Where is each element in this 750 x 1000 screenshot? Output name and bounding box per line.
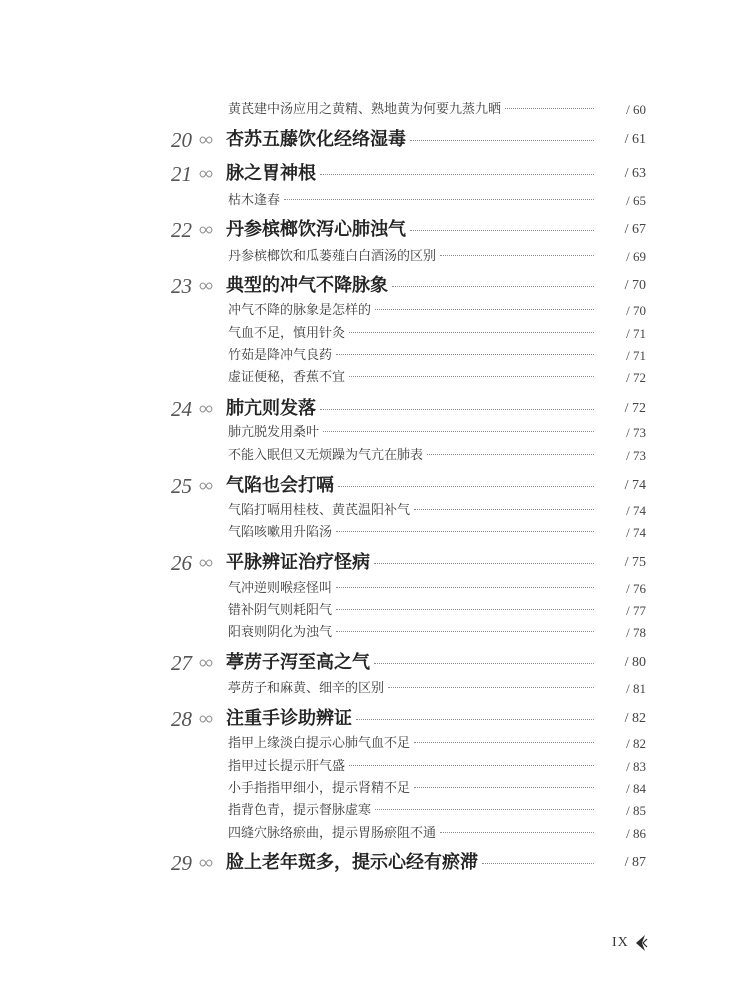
- toc-chapter-entry[interactable]: [0, 474, 750, 498]
- page-reference: / 72: [626, 370, 646, 385]
- page-reference: / 86: [626, 826, 646, 841]
- toc-section-entry[interactable]: [0, 799, 750, 823]
- page-number: IX: [612, 935, 629, 950]
- leader-dots: [336, 587, 594, 588]
- leader-dots: [414, 787, 594, 788]
- page-footer: [612, 932, 648, 954]
- toc-section-entry[interactable]: [0, 755, 750, 779]
- section-title: 葶苈子和麻黄、细辛的区别: [228, 681, 385, 696]
- chapter-number: 25: [171, 474, 192, 498]
- chapter-title: 葶苈子泻至高之气: [226, 652, 370, 673]
- section-title: 阳衰则阴化为浊气: [228, 625, 333, 640]
- page-reference: / 61: [624, 132, 646, 147]
- chapter-number: 20: [171, 128, 192, 152]
- page-reference: / 65: [626, 193, 646, 208]
- page-reference: / 60: [626, 102, 646, 117]
- chapter-number: 28: [171, 707, 192, 731]
- leader-dots: [338, 486, 594, 487]
- page-reference: / 74: [624, 478, 646, 493]
- page-reference: / 75: [624, 555, 646, 570]
- section-title: 指背色青，提示督脉虚寒: [228, 803, 372, 818]
- section-title: 指甲上缘淡白提示心肺气血不足: [228, 736, 411, 751]
- section-title: 气陷打嗝用桂枝、黄芪温阳补气: [228, 503, 411, 518]
- page-reference: / 78: [626, 625, 646, 640]
- chapter-title: 杏苏五藤饮化经络湿毒: [226, 129, 406, 150]
- chapter-number: 27: [171, 651, 192, 675]
- leader-dots: [349, 376, 594, 377]
- toc-section-entry[interactable]: [0, 344, 750, 368]
- page-reference: / 73: [626, 425, 646, 440]
- toc-section-entry[interactable]: [0, 599, 750, 623]
- toc-chapter-entry[interactable]: [0, 274, 750, 298]
- page-reference: / 76: [626, 581, 646, 596]
- leader-dots: [320, 409, 594, 410]
- toc-section-entry[interactable]: [0, 777, 750, 801]
- page-reference: / 70: [624, 278, 646, 293]
- toc-section-entry[interactable]: [0, 421, 750, 445]
- section-title: 不能入眠但又无烦躁为气亢在肺表: [228, 448, 424, 463]
- section-title: 枯木逢春: [228, 193, 281, 208]
- section-title: 指甲过长提示肝气盛: [228, 759, 346, 774]
- leader-dots: [410, 230, 594, 231]
- double-leaf-ornament-icon: [199, 403, 213, 415]
- double-leaf-ornament-icon: [199, 657, 213, 669]
- leader-dots: [410, 140, 594, 141]
- toc-section-entry[interactable]: [0, 499, 750, 523]
- section-title: 肺亢脱发用桑叶: [228, 425, 320, 440]
- page-reference: / 85: [626, 803, 646, 818]
- leader-dots: [349, 332, 594, 333]
- leader-dots: [392, 286, 594, 287]
- section-title: 丹参槟榔饮和瓜蒌薤白白酒汤的区别: [228, 249, 437, 264]
- toc-section-entry[interactable]: [0, 577, 750, 601]
- toc-section-entry[interactable]: [0, 245, 750, 269]
- leader-dots: [440, 832, 594, 833]
- toc-section-entry[interactable]: [0, 98, 750, 122]
- leader-dots: [323, 431, 594, 432]
- leaf-mark-icon: [634, 934, 648, 952]
- leader-dots: [440, 255, 594, 256]
- toc-chapter-entry[interactable]: [0, 651, 750, 675]
- toc-section-entry[interactable]: [0, 366, 750, 390]
- section-title: 冲气不降的脉象是怎样的: [228, 303, 372, 318]
- chapter-number: 23: [171, 274, 192, 298]
- double-leaf-ornament-icon: [199, 134, 213, 146]
- page-reference: / 69: [626, 249, 646, 264]
- double-leaf-ornament-icon: [199, 480, 213, 492]
- leader-dots: [336, 631, 594, 632]
- section-title: 四缝穴脉络瘀曲，提示胃肠瘀阻不通: [228, 826, 437, 841]
- leader-dots: [374, 563, 594, 564]
- chapter-title: 注重手诊助辨证: [226, 708, 352, 729]
- leader-dots: [284, 199, 594, 200]
- page-reference: / 67: [624, 222, 646, 237]
- leader-dots: [349, 765, 594, 766]
- toc-section-entry[interactable]: [0, 322, 750, 346]
- double-leaf-ornament-icon: [199, 224, 213, 236]
- chapter-title: 平脉辨证治疗怪病: [226, 552, 370, 573]
- chapter-title: 典型的冲气不降脉象: [226, 275, 388, 296]
- toc-section-entry[interactable]: [0, 444, 750, 468]
- toc-section-entry[interactable]: [0, 189, 750, 213]
- chapter-number: 29: [171, 851, 192, 875]
- leader-dots: [505, 108, 594, 109]
- page-reference: / 72: [624, 401, 646, 416]
- double-leaf-ornament-icon: [199, 557, 213, 569]
- toc-chapter-entry[interactable]: [0, 397, 750, 421]
- leader-dots: [482, 863, 594, 864]
- toc-chapter-entry[interactable]: [0, 128, 750, 152]
- toc-section-entry[interactable]: [0, 822, 750, 846]
- toc-chapter-entry[interactable]: [0, 162, 750, 186]
- section-title: 气血不足，慎用针灸: [228, 326, 346, 341]
- chapter-number: 22: [171, 218, 192, 242]
- page-reference: / 82: [626, 736, 646, 751]
- leader-dots: [427, 454, 594, 455]
- chapter-number: 21: [171, 162, 192, 186]
- leader-dots: [336, 354, 594, 355]
- section-title: 虚证便秘，香蕉不宜: [228, 370, 346, 385]
- leader-dots: [336, 609, 594, 610]
- chapter-title: 肺亢则发落: [226, 398, 316, 419]
- toc-chapter-entry[interactable]: [0, 551, 750, 575]
- toc-chapter-entry[interactable]: [0, 218, 750, 242]
- chapter-title: 脉之胃神根: [226, 163, 316, 184]
- toc-section-entry[interactable]: [0, 521, 750, 545]
- page-reference: / 80: [624, 655, 646, 670]
- section-title: 黄芪建中汤应用之黄精、熟地黄为何要九蒸九晒: [228, 102, 502, 117]
- toc-chapter-entry[interactable]: [0, 851, 750, 875]
- page-reference: / 74: [626, 525, 646, 540]
- leader-dots: [320, 174, 594, 175]
- chapter-number: 26: [171, 551, 192, 575]
- leader-dots: [375, 809, 594, 810]
- page-reference: / 77: [626, 603, 646, 618]
- leader-dots: [374, 663, 594, 664]
- section-title: 小手指指甲细小，提示肾精不足: [228, 781, 411, 796]
- page-reference: / 84: [626, 781, 646, 796]
- toc-section-entry[interactable]: [0, 299, 750, 323]
- page-reference: / 73: [626, 448, 646, 463]
- section-title: 气陷咳嗽用升陷汤: [228, 525, 333, 540]
- toc-section-entry[interactable]: [0, 732, 750, 756]
- page-reference: / 81: [626, 681, 646, 696]
- chapter-title: 脸上老年斑多，提示心经有瘀滞: [226, 852, 478, 873]
- leader-dots: [388, 687, 594, 688]
- section-title: 错补阴气则耗阳气: [228, 603, 333, 618]
- double-leaf-ornament-icon: [199, 713, 213, 725]
- page-reference: / 71: [626, 326, 646, 341]
- leader-dots: [414, 742, 594, 743]
- leader-dots: [356, 719, 594, 720]
- chapter-title: 气陷也会打嗝: [226, 475, 334, 496]
- toc-chapter-entry[interactable]: [0, 707, 750, 731]
- chapter-number: 24: [171, 397, 192, 421]
- section-title: 气冲逆则喉痉怪叫: [228, 581, 333, 596]
- page-reference: / 87: [624, 855, 646, 870]
- section-title: 竹茹是降冲气良药: [228, 348, 333, 363]
- page-reference: / 71: [626, 348, 646, 363]
- page-reference: / 63: [624, 166, 646, 181]
- page-reference: / 70: [626, 303, 646, 318]
- double-leaf-ornament-icon: [199, 168, 213, 180]
- leader-dots: [336, 531, 594, 532]
- toc-section-entry[interactable]: [0, 677, 750, 701]
- page-reference: / 83: [626, 759, 646, 774]
- leader-dots: [375, 309, 594, 310]
- leader-dots: [414, 509, 594, 510]
- chapter-title: 丹参槟榔饮泻心肺浊气: [226, 219, 406, 240]
- double-leaf-ornament-icon: [199, 857, 213, 869]
- page-reference: / 74: [626, 503, 646, 518]
- toc-section-entry[interactable]: [0, 621, 750, 645]
- double-leaf-ornament-icon: [199, 280, 213, 292]
- page-reference: / 82: [624, 711, 646, 726]
